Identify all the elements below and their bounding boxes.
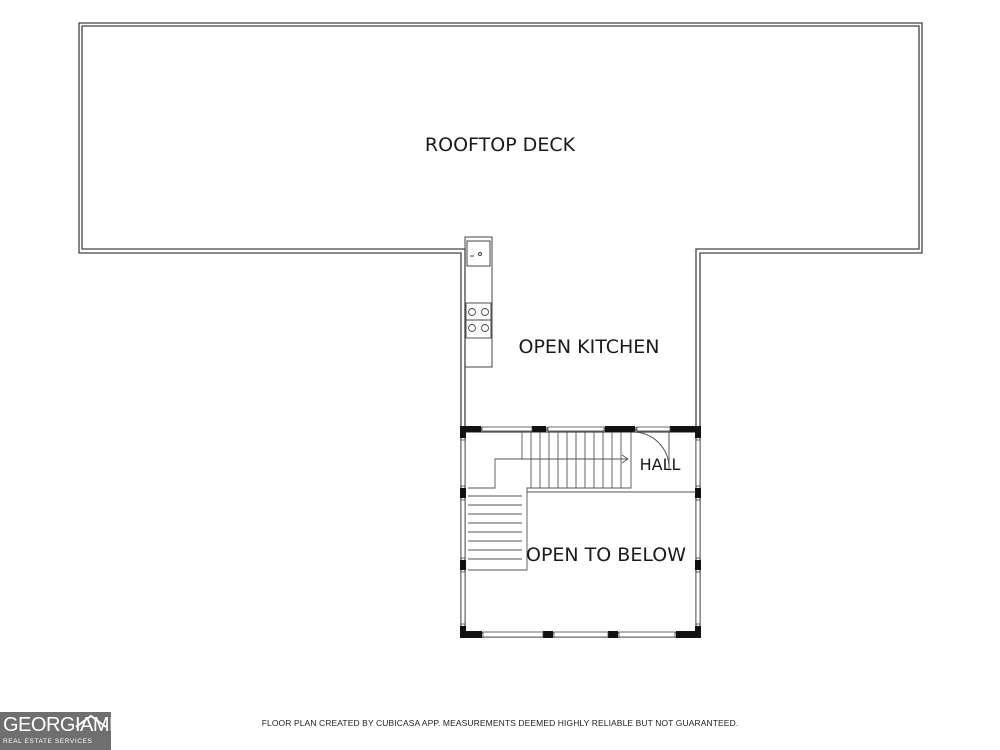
logo-tagline: REAL ESTATE SERVICES — [3, 738, 93, 745]
room-label-rooftop-deck: ROOFTOP DECK — [424, 134, 576, 156]
room-label-hall: HALL — [639, 455, 681, 474]
room-label-open-to-below: OPEN TO BELOW — [526, 544, 686, 566]
exterior-walls — [79, 23, 922, 430]
footer-disclaimer: FLOOR PLAN CREATED BY CUBICASA APP. MEASUREMENTS DEEMED HIGHLY RELIABLE BUT NOT GUARANTEED. — [261, 718, 739, 728]
logo-text: GEORGIAMLS — [3, 714, 133, 736]
stove-icon — [466, 303, 491, 338]
room-label-open-kitchen: OPEN KITCHEN — [518, 336, 660, 358]
kitchen-counter — [465, 237, 492, 367]
